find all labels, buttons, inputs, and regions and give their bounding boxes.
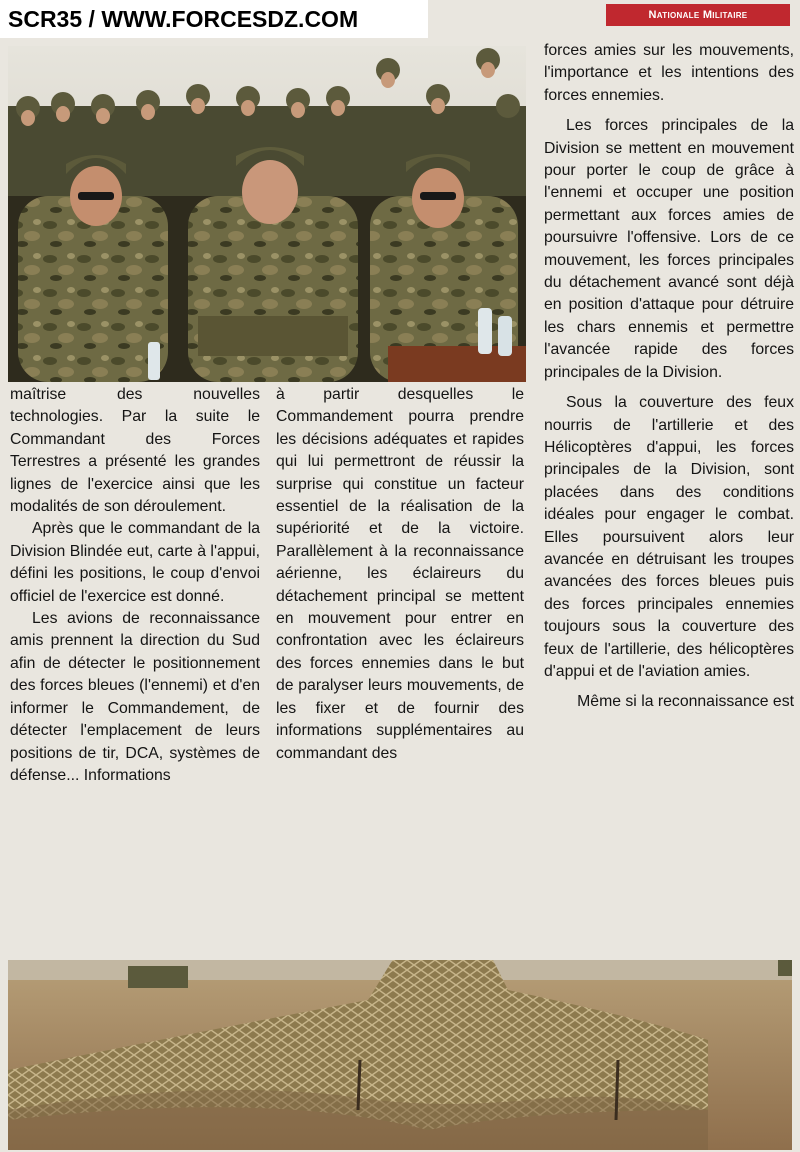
article-paragraph: forces amies sur les mouvements, l'importance et les intentions des forces ennemies.: [544, 42, 794, 104]
camouflage-tent-illustration: [8, 960, 792, 1150]
article-paragraph: Sous la couverture des feux nourris de l'artillerie et des Hélicoptères d'appui, les forces principales de la Division, sont placées dans des conditions idéales pour engager le combat. Elles poursuivent alors leur avancée en détruisant les troupes avancées des forces bleues puis des forces principales ennemies toujours sous la couverture des feux de l'artillerie, des hélicoptères d'appui et de l'aviation amies.: [544, 394, 794, 680]
officers-photo: [8, 46, 526, 382]
article-column-3: [544, 40, 794, 714]
officers-photo-illustration: [8, 46, 526, 382]
article-paragraph: à partir desquelles le Commandement pourra prendre les décisions adéquates et rapides qui lui permettront de réussir la surprise qui constitue un facteur essentiel de la réalisation de la supériorité et de la victoire. Parallèlement à la reconnaissance aérienne, les éclaireurs du détachement principal se mettent en mouvement pour entrer en confrontation avec les éclaireurs des forces ennemies dans le but de paralyser leurs mouvements, de les fixer et de fournir des informations supplémentaires au commandant des: [276, 386, 524, 762]
article-paragraph: Même si la reconnaissance est: [577, 693, 794, 711]
article-paragraph: Après que le commandant de la Division Blindée eut, carte à l'appui, défini les positions, le coup d'envoi officiel de l'exercice est donné.: [10, 520, 260, 605]
article-paragraph: maîtrise des nouvelles technologies. Par la suite le Commandant des Forces Terrestres a présenté les grandes lignes de l'exercice ainsi que les modalités de son déroulement.: [10, 386, 260, 516]
section-tag: Nationale Militaire: [606, 4, 790, 26]
camouflage-tent-photo: [8, 960, 792, 1150]
article-paragraph: Les forces principales de la Division se mettent en mouvement pour porter le coup de grâce à l'ennemi et occuper une position permettant aux forces amies de poursuivre l'offensive. Lors de ce mouvement, les forces principales du détachement avancé sont déjà en position d'attaque pour détruire les chars ennemis et permettre l'avancée rapide des forces principales de la Division.: [544, 117, 794, 381]
site-watermark: SCR35 / WWW.FORCESDZ.COM: [0, 0, 428, 38]
article-paragraph: Les avions de reconnaissance amis prennent la direction du Sud afin de détecter le positionnement des forces bleues (l'ennemi) et d'en informer le Commandement, de détecter l'emplacement de leurs positions de tir, DCA, systèmes de défense... Informations: [10, 610, 260, 784]
article-column-2: [276, 384, 524, 765]
article-column-1: [10, 384, 260, 787]
